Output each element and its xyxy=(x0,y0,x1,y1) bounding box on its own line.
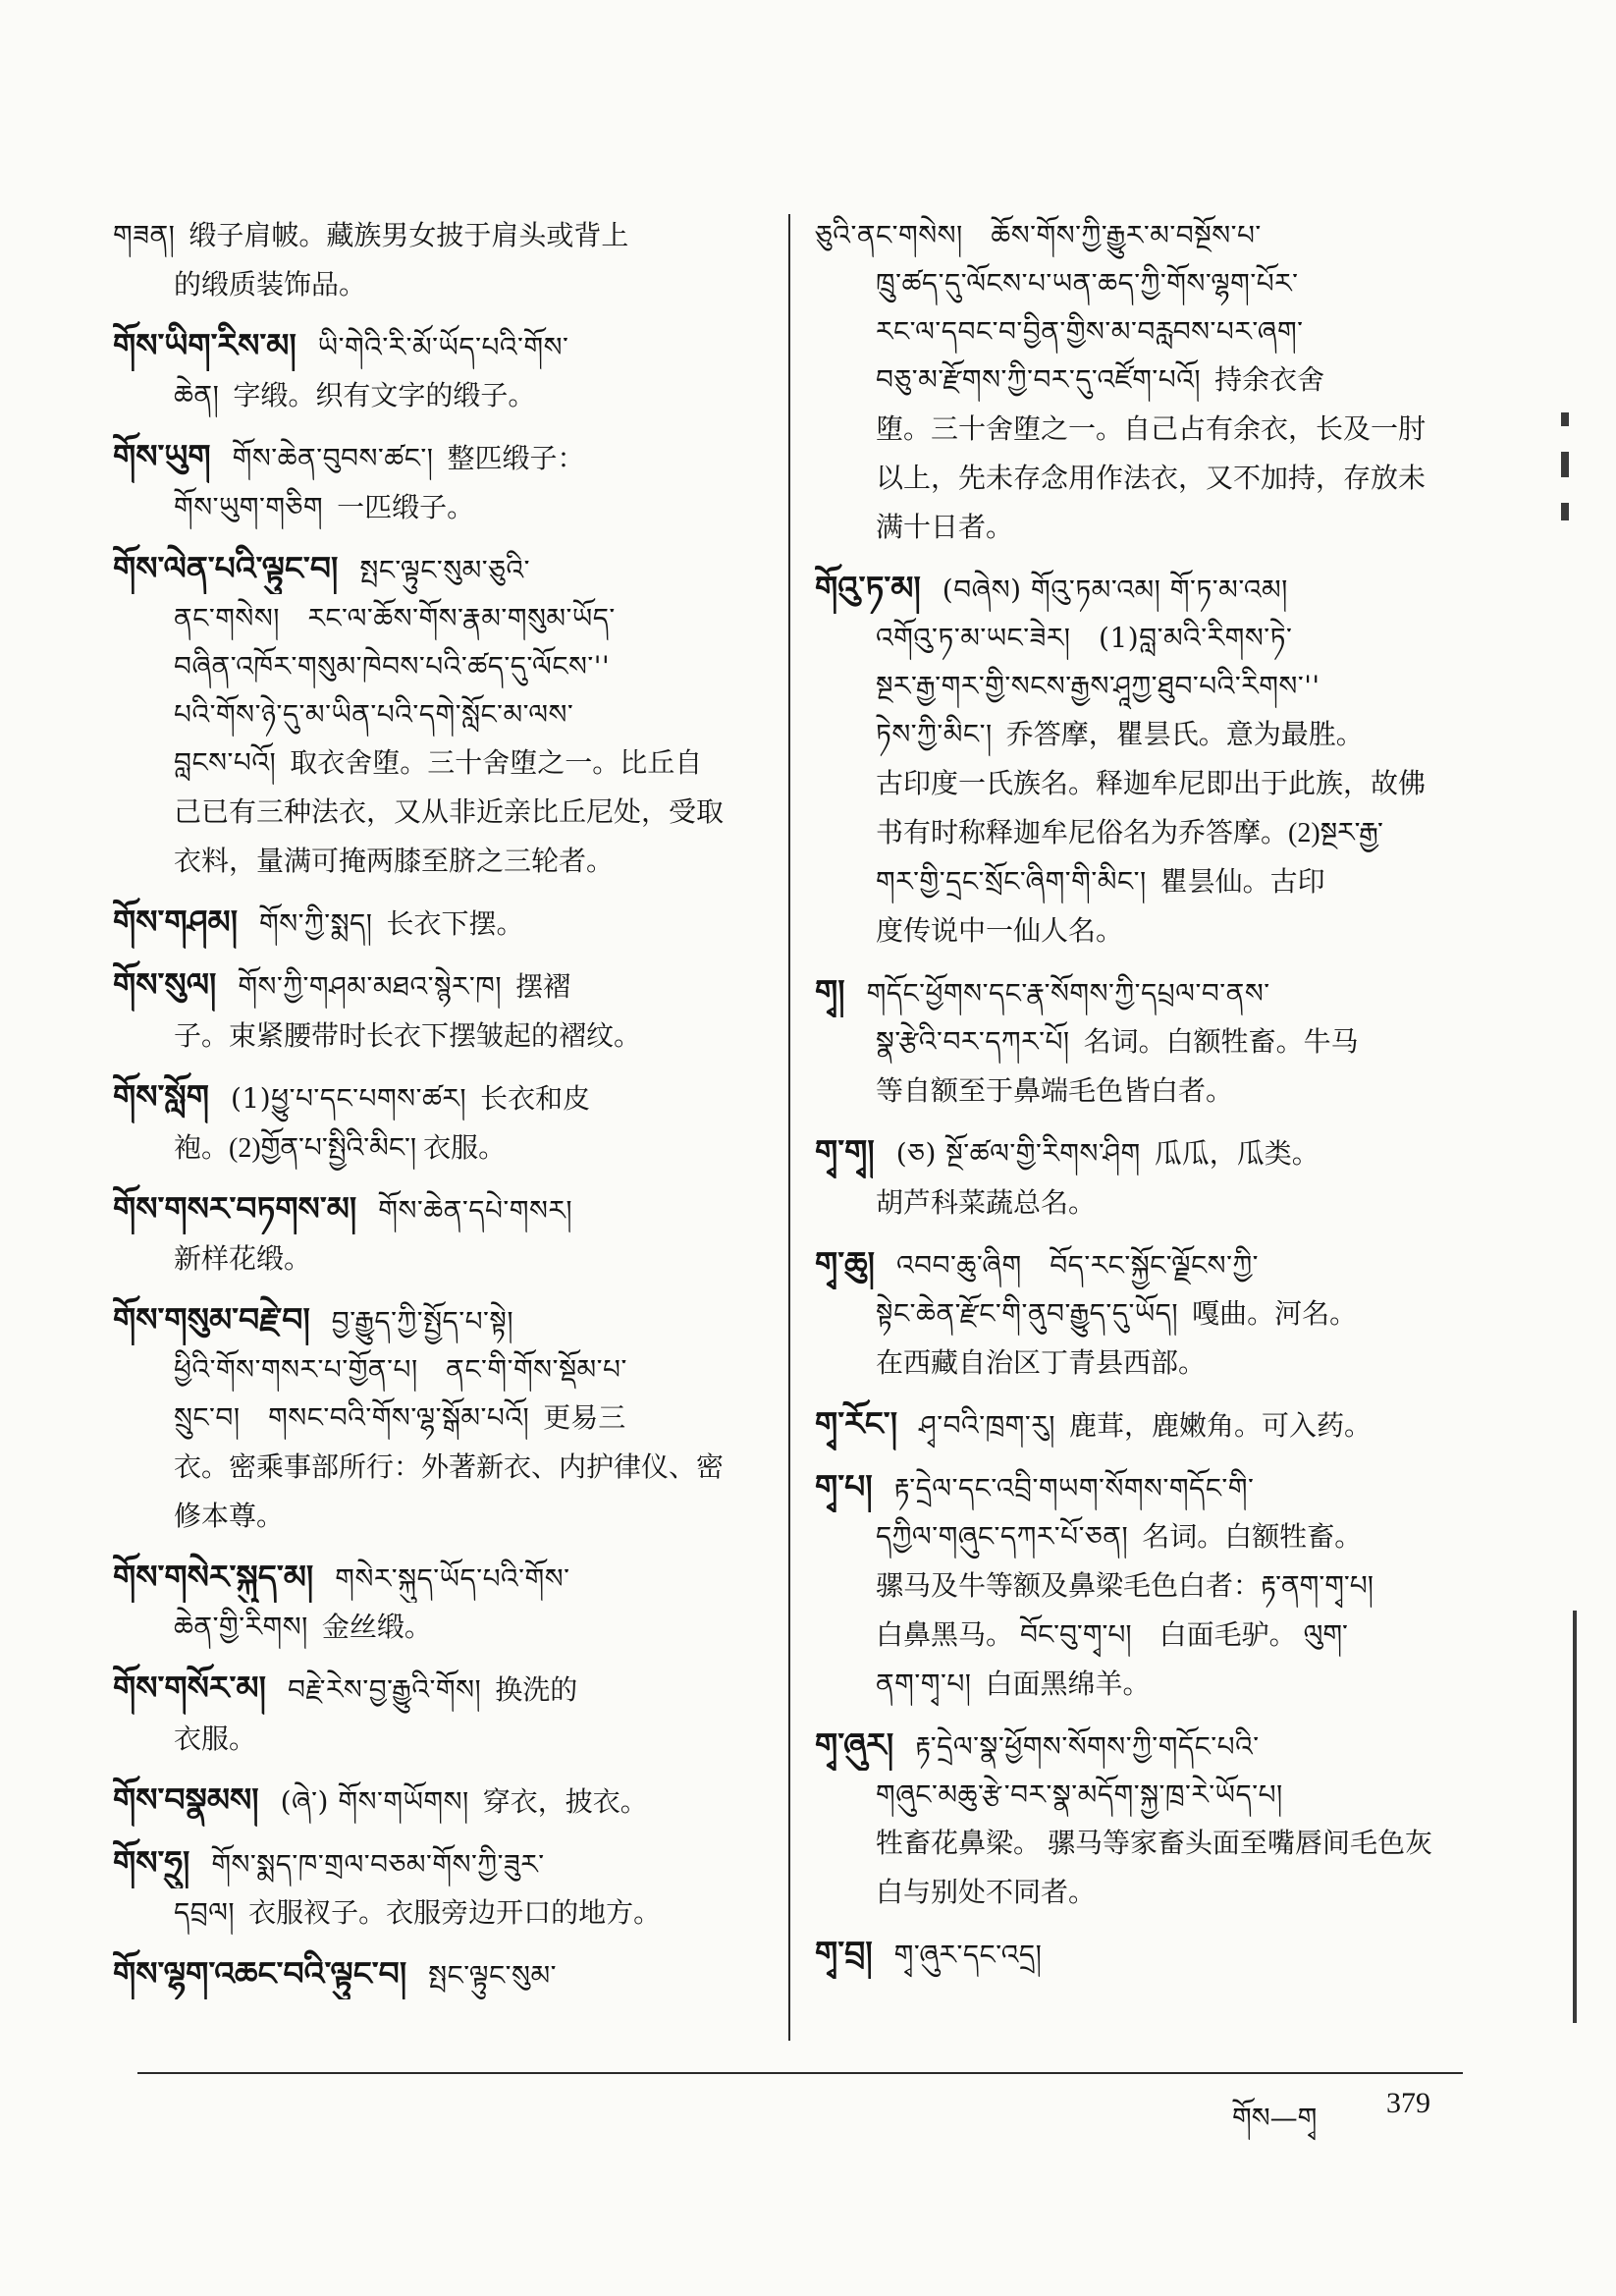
entry-line xyxy=(113,371,766,420)
entry-line xyxy=(113,1123,766,1173)
dictionary-entry xyxy=(815,967,1463,1116)
entry-line xyxy=(113,321,766,371)
entry-line xyxy=(815,259,1463,307)
tibetan-definition: ཅུའི་ནང་གསེས། ཆོས་གོས་ཀྱི་རྒྱུར་མ་བསྔོས་པ་ xyxy=(815,219,1262,251)
tibetan-definition: བཅུ་མ་རྫོགས་ཀྱི་བར་དུ་འཛོག་པའོ། xyxy=(876,363,1202,396)
entry-line xyxy=(113,1838,766,1888)
entry-line xyxy=(113,1776,766,1827)
tibetan-definition: གོས་ཆེན་དཔེ་གསར། xyxy=(378,1194,573,1227)
entry-line xyxy=(113,1184,766,1234)
headword: གྭ་ཞུར། xyxy=(815,1725,894,1764)
entry-line xyxy=(815,1127,1463,1178)
chinese-definition: 金丝缎。 xyxy=(321,1613,432,1643)
chinese-definition: 长衣下摆。 xyxy=(386,909,524,940)
dictionary-entry xyxy=(815,1239,1463,1388)
chinese-definition: 袍。(2)གྱོན་པ་སྤྱིའི་མིང་། 衣服。 xyxy=(174,1133,507,1164)
dictionary-entry xyxy=(815,564,1463,956)
dictionary-entry xyxy=(113,1072,766,1173)
running-head: གོས—གྭ xyxy=(1232,2102,1318,2134)
entry-line xyxy=(113,1234,766,1284)
chinese-definition: 骡马及牛等额及鼻梁毛色白者：རྟ་ནག་གྭ་པ། xyxy=(876,1571,1374,1602)
entry-line xyxy=(815,503,1463,552)
dictionary-entry xyxy=(113,1776,766,1827)
entry-line xyxy=(815,1289,1463,1339)
entry-line xyxy=(815,906,1463,956)
headword: གོས་ལྷག་འཆང་བའི་ལྟུང་བ། xyxy=(113,1954,407,1993)
tibetan-definition: ཏེས་ཀྱི་མིང་། xyxy=(876,718,993,750)
tibetan-definition: གར་གྱི་དྲང་སྲོང་ཞིག་གི་མིང་། xyxy=(876,865,1147,898)
headword: གོས་བསྣམས། xyxy=(113,1780,259,1819)
dictionary-entry xyxy=(113,960,766,1061)
chinese-definition: 满十日者。 xyxy=(876,513,1014,543)
tibetan-definition: རྟ་དྲེལ་སྣ་ཕྱོགས་སོགས་ཀྱི་གདོང་པའི་ xyxy=(915,1730,1260,1763)
scan-edge-mark xyxy=(1573,1611,1577,2023)
tibetan-definition: སྲུང་བ། གསང་བའི་གོས་ལྷ་སྒོམ་པའོ། xyxy=(174,1401,530,1434)
chinese-definition: 修本尊。 xyxy=(174,1502,285,1532)
headword: གྭ་གྭ། xyxy=(815,1132,875,1171)
entry-line xyxy=(815,1399,1463,1450)
headword: གྭ་རོང་། xyxy=(815,1404,898,1443)
chinese-definition: 字缎。织有文字的缎子。 xyxy=(233,381,536,411)
chinese-definition: 的缎质装饰品。 xyxy=(174,270,367,301)
entry-line xyxy=(113,483,766,532)
entry-line xyxy=(815,307,1463,355)
tibetan-definition: བྱ་རྒྱུད་ཀྱི་སྤྱོད་པ་སྟེ། xyxy=(331,1305,514,1338)
left-column xyxy=(113,211,766,2011)
dictionary-entry xyxy=(113,1949,766,1999)
headword: གོས་གསར་བཏགས་མ། xyxy=(113,1189,357,1228)
chinese-definition: 子。束紧腰带时长衣下摆皱起的褶纹。 xyxy=(174,1021,642,1052)
entry-line xyxy=(113,1888,766,1938)
chinese-definition: 在西藏自治区丁青县西部。 xyxy=(876,1348,1207,1379)
headword: གོས་གསེར་སྐུད་མ། xyxy=(113,1558,314,1596)
entry-line xyxy=(113,1664,766,1715)
column-divider xyxy=(788,214,790,2041)
chinese-definition: 名词。白额牲畜。 xyxy=(1142,1522,1363,1553)
chinese-definition: 己已有三种法衣，又从非近亲比丘尼处，受取 xyxy=(174,797,725,828)
chinese-definition: 瞿昙仙。古印 xyxy=(1159,867,1325,898)
tibetan-definition: (ཞེ་) གོས་གཡོགས། xyxy=(280,1785,469,1818)
entry-line xyxy=(113,1345,766,1394)
tibetan-definition: རང་ལ་དབང་བ་བྱིན་གྱིས་མ་བརླབས་པར་ཞག་ xyxy=(876,315,1304,348)
entry-line xyxy=(113,898,766,949)
entry-line xyxy=(113,1011,766,1061)
entry-line xyxy=(113,1295,766,1345)
dictionary-entry xyxy=(113,432,766,532)
chinese-definition: 换洗的 xyxy=(495,1675,578,1706)
headword: གོས་ཧྲུ། xyxy=(113,1843,190,1882)
chinese-definition: 白鼻黑马。 བོང་བུ་གྭ་པ། 白面毛驴。 ལུག་ xyxy=(876,1620,1348,1651)
tibetan-definition: གོས་ཆེན་བུབས་ཚང་། xyxy=(232,442,434,474)
tibetan-definition: ཁྲུ་ཚད་དུ་ལོངས་པ་ཡན་ཆད་ཀྱི་གོས་ལྷག་པོར་ xyxy=(876,267,1299,300)
tibetan-definition: ནང་གསེས། རང་ལ་ཆོས་གོས་རྣམ་གསུམ་ཡོད་ xyxy=(174,602,616,634)
entry-line xyxy=(113,1492,766,1541)
entry-line xyxy=(113,960,766,1011)
chinese-definition: 嘎曲。河名。 xyxy=(1192,1299,1358,1330)
tibetan-definition: སྣ་རྩེའི་བར་དཀར་པོ། xyxy=(876,1025,1070,1058)
entry-line xyxy=(815,454,1463,503)
entry-line xyxy=(815,1017,1463,1066)
entry-line xyxy=(815,1462,1463,1512)
entry-line xyxy=(815,1868,1463,1917)
tibetan-definition: གོས་སྨད་ཁ་གྲལ་བཅམ་གོས་ཀྱི་ཟུར་ xyxy=(211,1848,545,1881)
entry-line xyxy=(113,260,766,309)
chinese-definition: 度传说中一仙人名。 xyxy=(876,916,1124,947)
entry-line xyxy=(815,1771,1463,1819)
entry-line xyxy=(815,1066,1463,1116)
entry-line xyxy=(113,1603,766,1652)
entry-line xyxy=(815,564,1463,614)
chinese-definition: 衣服衩子。衣服旁边开口的地方。 xyxy=(248,1898,662,1929)
chinese-definition: 新样花缎。 xyxy=(174,1244,312,1275)
tibetan-definition: བླངས་པའོ། xyxy=(174,746,277,779)
tibetan-definition: བརྗེ་རེས་བྱ་རྒྱུའི་གོས། xyxy=(287,1673,482,1706)
headword: གོས་ལེན་པའི་ལྟུང་བ། xyxy=(113,549,339,587)
entry-line xyxy=(815,1239,1463,1289)
chinese-definition: 胡芦科菜蔬总名。 xyxy=(876,1188,1097,1219)
tibetan-definition: སྤང་ལྟུང་སུམ་ཅུའི་ xyxy=(359,554,530,586)
tibetan-definition: འབབ་ཆུ་ཞིག བོད་རང་སྐྱོང་ལྗོངས་ཀྱི་ xyxy=(895,1249,1260,1282)
headword: གོའུ་ཏ་མ། xyxy=(815,569,921,607)
entry-line xyxy=(113,544,766,594)
chinese-definition: 名词。白额牲畜。牛马 xyxy=(1083,1027,1359,1058)
headword: གྭ། xyxy=(815,972,845,1011)
tibetan-definition: བཞིན་འཁོར་གསུམ་ཁེབས་པའི་ཚད་དུ་ལོངས་'' xyxy=(174,650,611,683)
tibetan-definition: ཆེན། xyxy=(174,379,220,411)
chinese-definition: 白与别处不同者。 xyxy=(876,1878,1097,1908)
entry-line xyxy=(815,857,1463,906)
tibetan-definition: ཤྭ་བའི་ཁྲག་རུ། xyxy=(919,1409,1055,1442)
entry-line xyxy=(815,405,1463,454)
headword: གྭ་ཆུ། xyxy=(815,1244,875,1283)
headword: གོས་གསུམ་བརྗེ་བ། xyxy=(113,1300,310,1339)
scan-edge-mark xyxy=(1561,503,1569,520)
chinese-definition: 等自额至于鼻端毛色皆白者。 xyxy=(876,1076,1234,1107)
chinese-definition: 缎子肩帔。藏族男女披于肩头或背上 xyxy=(189,221,629,251)
entry-line xyxy=(815,1339,1463,1388)
tibetan-definition: འགོའུ་ཏ་མ་ཡང་ཟེར། (1)བླ་མའི་རིགས་ཏེ་ xyxy=(876,622,1293,654)
entry-line xyxy=(815,614,1463,662)
chinese-definition: 堕。三十舍堕之一。自己占有余衣，长及一肘 xyxy=(876,414,1427,445)
scan-edge-mark xyxy=(1561,412,1569,426)
entry-line xyxy=(113,1072,766,1123)
entry-line xyxy=(815,1721,1463,1771)
chinese-definition: 瓜瓜，瓜类。 xyxy=(1154,1139,1320,1170)
entry-line xyxy=(815,1819,1463,1868)
headword: གྭ་པ། xyxy=(815,1467,873,1505)
chinese-definition: 衣料，量满可掩两膝至脐之三轮者。 xyxy=(174,847,615,877)
tibetan-definition: (བཞེས) གོའུ་ཏམ་འམ། གོ་ཏ་མ་འམ། xyxy=(942,574,1288,606)
entry-line xyxy=(815,1611,1463,1660)
chinese-definition: 更易三 xyxy=(543,1403,626,1434)
entry-line xyxy=(815,1512,1463,1561)
chinese-definition: 摆褶 xyxy=(515,972,571,1003)
dictionary-entry xyxy=(113,898,766,949)
tibetan-definition: གདོང་ཕྱོགས་དང་རྣ་སོགས་ཀྱི་དཔྲལ་བ་ནས་ xyxy=(866,977,1270,1010)
chinese-definition: 一匹缎子。 xyxy=(337,493,475,523)
chinese-definition: 衣服。 xyxy=(174,1724,257,1755)
tibetan-definition: སྤང་ལྟུང་སུམ་ xyxy=(428,1959,557,1992)
entry-line xyxy=(815,211,1463,259)
tibetan-definition: སྔར་རྒྱ་གར་གྱི་སངས་རྒྱས་ཤཱཀྱ་ཐུབ་པའི་རིགས་'' xyxy=(876,670,1320,702)
entry-line xyxy=(815,662,1463,710)
entry-line xyxy=(113,594,766,642)
entry-line xyxy=(113,1715,766,1764)
headword: གོས་གསོར་མ། xyxy=(113,1668,266,1707)
scan-edge-mark xyxy=(1561,452,1569,477)
tibetan-definition: གོས་ཀྱི་སྨད། xyxy=(259,907,373,940)
entry-line xyxy=(113,432,766,483)
dictionary-entry xyxy=(815,211,1463,552)
tibetan-definition: གོས་ཀྱི་གཤམ་མཐའ་སྙེར་ཁ། xyxy=(238,970,503,1003)
tibetan-definition: ཆེན་གྱི་རིགས། xyxy=(174,1611,308,1643)
entry-line xyxy=(113,1394,766,1443)
chinese-definition: 鹿茸，鹿嫩角。可入药。 xyxy=(1068,1411,1372,1442)
entry-line xyxy=(815,355,1463,405)
entry-line xyxy=(815,1929,1463,1979)
tibetan-definition: རྟ་དྲེལ་དང་འབྲི་གཡག་སོགས་གདོང་གི་ xyxy=(893,1472,1255,1504)
chinese-definition: 长衣和皮 xyxy=(480,1084,591,1115)
dictionary-entry xyxy=(113,1295,766,1541)
entry-line xyxy=(113,738,766,788)
headword: གོས་སུལ། xyxy=(113,965,217,1004)
entry-line xyxy=(815,759,1463,808)
entry-line xyxy=(113,690,766,738)
headword: གོས་ཡུག xyxy=(113,437,211,475)
entry-line xyxy=(113,837,766,886)
dictionary-entry xyxy=(113,211,766,309)
headword: གོས་གཤམ། xyxy=(113,902,239,941)
chinese-definition: 整匹缎子： xyxy=(447,444,585,474)
page-number: 379 xyxy=(1386,2087,1430,2119)
tibetan-definition: གྭ་ཞུར་དང་འདྲ། xyxy=(893,1939,1043,1971)
headword: གྭ་བྲ། xyxy=(815,1934,873,1972)
tibetan-definition: དབྲལ། xyxy=(174,1896,236,1929)
chinese-definition: 牲畜花鼻梁。 骡马等家畜头面至嘴唇间毛色灰 xyxy=(876,1829,1433,1859)
tibetan-definition: ནག་གྭ་པ། xyxy=(876,1667,972,1700)
tibetan-definition: དཀྱིལ་གཞུང་དཀར་པོ་ཅན། xyxy=(876,1520,1129,1553)
tibetan-definition: གསེར་སྐུད་ཡོད་པའི་གོས་ xyxy=(335,1562,570,1595)
dictionary-entry xyxy=(113,1553,766,1652)
chinese-definition: 以上，先未存念用作法衣，又不加持，存放未 xyxy=(876,464,1427,494)
tibetan-definition: (ཅ) སྔོ་ཚལ་གྱི་རིགས་ཤིག xyxy=(895,1137,1141,1170)
entry-line xyxy=(815,1660,1463,1709)
entry-line xyxy=(113,788,766,837)
tibetan-definition: (1)ཕྱུ་པ་དང་པགས་ཚར། xyxy=(230,1082,467,1115)
entry-line xyxy=(815,1178,1463,1228)
entry-line xyxy=(113,1443,766,1492)
chinese-definition: 穿衣，披衣。 xyxy=(482,1787,648,1818)
entry-line xyxy=(113,642,766,690)
chinese-definition: 古印度一氏族名。释迦牟尼即出于此族，故佛 xyxy=(876,769,1427,799)
entry-line xyxy=(113,211,766,260)
chinese-definition: 乔答摩，瞿昙氏。意为最胜。 xyxy=(1005,720,1364,750)
tibetan-definition: སྟེང་ཆེན་རྫོང་གི་ནུབ་རྒྱུད་དུ་ཡོད། xyxy=(876,1297,1179,1330)
entry-line xyxy=(815,808,1463,857)
tibetan-definition: གཟན། xyxy=(113,219,176,251)
dictionary-entry xyxy=(815,1127,1463,1228)
tibetan-definition: ཕྱིའི་གོས་གསར་པ་གྱོན་པ། ནང་གི་གོས་སྡོམ་པ་ xyxy=(174,1353,627,1386)
entry-line xyxy=(113,1949,766,1999)
dictionary-entry xyxy=(113,544,766,886)
dictionary-entry xyxy=(113,1838,766,1938)
dictionary-entry xyxy=(815,1929,1463,1979)
entry-line xyxy=(815,710,1463,759)
entry-line xyxy=(113,1553,766,1603)
chinese-definition: 取衣舍堕。三十舍堕之一。比丘自 xyxy=(290,748,703,779)
right-column xyxy=(815,211,1463,1991)
footer-rule xyxy=(137,2072,1463,2074)
chinese-definition: 衣。密乘事部所行：外著新衣、内护律仪、密 xyxy=(174,1452,725,1483)
dictionary-entry xyxy=(815,1462,1463,1709)
headword: གོས་སློག xyxy=(113,1077,209,1116)
chinese-definition: 书有时称释迦牟尼俗名为乔答摩。(2)སྔར་རྒྱ་ xyxy=(876,818,1383,848)
tibetan-definition: པའི་གོས་ཉེ་དུ་མ་ཡིན་པའི་དགེ་སློང་མ་ལས་ xyxy=(174,698,574,731)
tibetan-definition: ཡི་གེའི་རི་མོ་ཡོད་པའི་གོས་ xyxy=(317,331,569,363)
tibetan-definition: གོས་ཡུག་གཅིག xyxy=(174,491,324,523)
dictionary-entry xyxy=(815,1399,1463,1450)
chinese-definition: 白面黑绵羊。 xyxy=(985,1669,1151,1700)
tibetan-definition: གཞུང་མཆུ་རྩེ་བར་སྣ་མདོག་སྐྱ་ཁྲ་རེ་ཡོད་པ། xyxy=(876,1778,1283,1811)
chinese-definition: 持余衣舍 xyxy=(1214,365,1325,396)
headword: གོས་ཡིག་རིས་མ། xyxy=(113,326,296,364)
dictionary-entry xyxy=(815,1721,1463,1917)
dictionary-entry xyxy=(113,1184,766,1284)
entry-line xyxy=(815,1561,1463,1611)
dictionary-entry xyxy=(113,321,766,420)
entry-line xyxy=(815,967,1463,1017)
dictionary-entry xyxy=(113,1664,766,1764)
